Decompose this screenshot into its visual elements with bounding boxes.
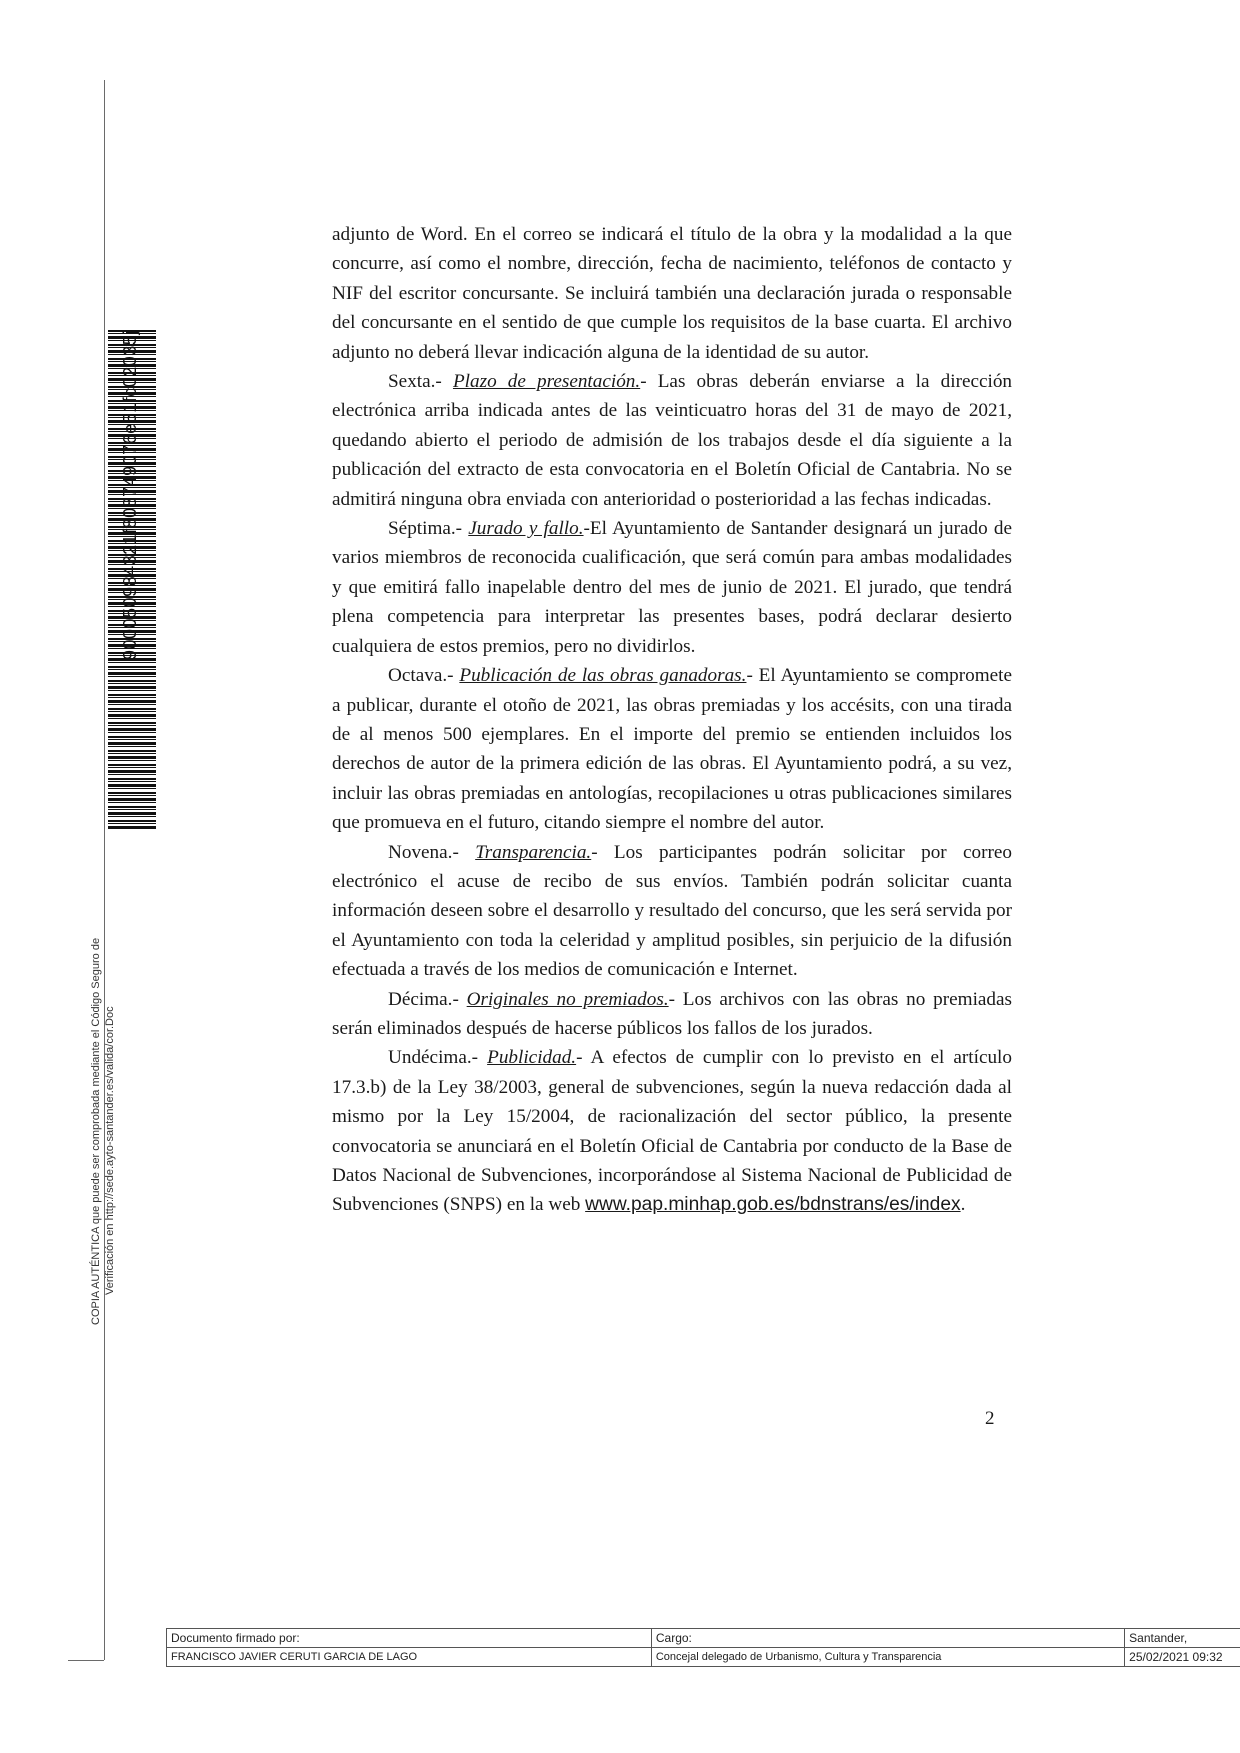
clause-text: -El Ayuntamiento de Santander designará un jurado de varios miembros de reconocida cualificación, que será común para ambas modalidades y que emitirá fallo inapelable dentro del mes de junio de 2021. El jurado, que tendrá plena competencia para interpretar las presentes bases, podrá declarar desierto cualquiera de estos premios, pero no dividirlos. — [332, 518, 1013, 657]
clause-title: Publicación de las obras ganadoras. — [459, 665, 747, 687]
clause-heading: Séptima.- — [388, 518, 463, 540]
paragraph-word-attachment: adjunto de Word. En el correo se indicará el título de la obra y la modalidad a la que concurre, así como el nombre, dirección, fecha de nacimiento, teléfonos de contacto y NIF del escritor concursante. Se incluirá también una declaración jurada o responsable del concursante en el sentido de que cumple los requisitos de la base cuarta. El archivo adjunto no deberá llevar indicación alguna de la identidad de su autor. — [332, 224, 1012, 363]
clause-text: - A efectos de cumplir con lo previsto en el artículo 17.3.b) de la Ley 38/2003, general de subvenciones, según la nueva redacción dada al mismo por la Ley 15/2004, de racionalización del sector público, la presente convocatoria se anunciará en el Boletín Oficial de Cantabria por conducto de la Base de Datos Nacional de Subvenciones, incorporándose al Sistema Nacional de Publicidad de Subvenciones (SNPS) en la web — [332, 1047, 1012, 1216]
clause-heading: Octava.- — [388, 665, 454, 687]
paragraph-octava — [332, 661, 1012, 837]
place-label: Santander, — [1125, 1629, 1240, 1648]
paragraph-undecima — [332, 1043, 1012, 1219]
clause-text: - Los archivos con las obras no premiadas serán eliminados después de hacerse públicos los fallos de los jurados. — [332, 988, 1012, 1039]
signed-by-value: FRANCISCO JAVIER CERUTI GARCIA DE LAGO — [167, 1648, 652, 1667]
paragraph-septima — [332, 514, 1012, 661]
clause-text: - Los participantes podrán solicitar por correo electrónico el acuse de recibo de sus envíos. También podrán solicitar cuanta información deseen sobre el desarrollo y resultado del concurso, que les será servida por el Ayuntamiento con toda la celeridad y amplitud posibles, sin perjuicio de la difusión efectuada a través de los medios de comunicación e Internet. — [332, 841, 1012, 981]
clause-title: Plazo de presentación. — [452, 371, 641, 393]
clause-heading: Décima.- — [388, 988, 459, 1010]
clause-title: Transparencia. — [475, 841, 592, 863]
document-body — [332, 220, 1012, 1220]
bdns-web-link[interactable]: www.pap.minhap.gob.es/bdnstrans/es/index — [585, 1194, 961, 1216]
clause-heading: Novena.- — [388, 841, 459, 863]
clause-text: - El Ayuntamiento se compromete a publicar, durante el otoño de 2021, las obras premiadas y los accésits, con una tirada de al menos 500 ejemplares. En el importe del premio se entienden incluidos los derechos de autor de la primera edición de las obras. El Ayuntamiento podrá, a su vez, incluir las obras premiadas en antologías, recopilaciones u otras publicaciones similares que promueva en el futuro, citando siempre el nombre del autor. — [332, 665, 1013, 834]
clause-end: . — [960, 1194, 966, 1216]
clause-title: Originales no premiados. — [466, 988, 669, 1010]
signature-table — [166, 1628, 1240, 1667]
clause-title: Jurado y fallo. — [468, 518, 584, 540]
clause-text: - Las obras deberán enviarse a la dirección electrónica arriba indicada antes de las veinticuatro horas del 31 de mayo de 2021, quedando abierto el periodo de admisión de los trabajos desde el día siguiente a la publicación del extracto de esta convocatoria en el Boletín Oficial de Cantabria. No se admitirá ninguna obra enviada con anterioridad o posterioridad a las fechas indicadas. — [332, 371, 1013, 510]
paragraph-novena — [332, 838, 1012, 985]
page-number: 2 — [985, 1408, 995, 1429]
left-border-line — [104, 80, 105, 1660]
datetime-value: 25/02/2021 09:32 — [1125, 1648, 1240, 1667]
clause-heading: Undécima.- — [388, 1047, 479, 1069]
position-label: Cargo: — [651, 1629, 1124, 1648]
barcode-code: 900050984321f808749076e51fc02035j — [120, 330, 140, 660]
signed-by-label: Documento firmado por: — [167, 1629, 652, 1648]
paragraph-decima — [332, 985, 1012, 1044]
paragraph-sexta — [332, 367, 1012, 514]
verification-line-1: COPIA AUTÉNTICA que puede ser comprobada mediante el Código Seguro de — [90, 937, 102, 1325]
verification-line-2: Verificación en http://sede.ayto-santander.es/valida/cor.Doc — [104, 1006, 116, 1295]
bottom-border-line — [68, 1660, 104, 1661]
clause-title: Publicidad. — [487, 1047, 577, 1069]
clause-heading: Sexta.- — [388, 371, 442, 393]
position-value: Concejal delegado de Urbanismo, Cultura y Transparencia — [651, 1648, 1124, 1667]
